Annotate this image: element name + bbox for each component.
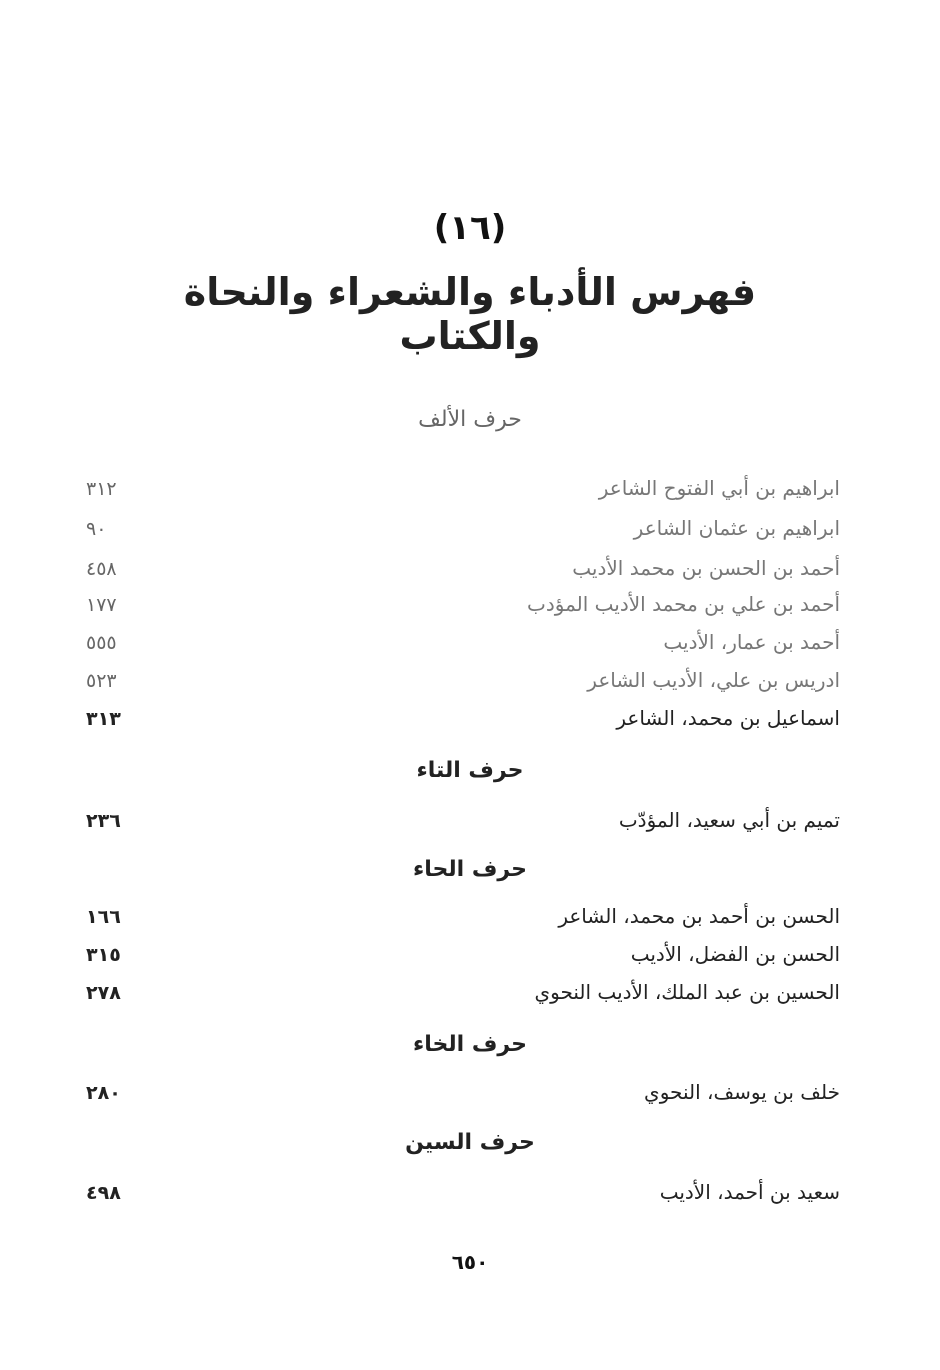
entry-name: ابراهيم بن أبي الفتوح الشاعر bbox=[598, 476, 840, 500]
index-entry bbox=[80, 668, 840, 702]
entry-page-number: ٥٢٣ bbox=[86, 670, 117, 692]
entry-name: الحسن بن الفضل، الأديب bbox=[630, 942, 840, 966]
page-number: ٦٥٠ bbox=[451, 1250, 489, 1274]
index-entry bbox=[80, 980, 840, 1014]
index-entry bbox=[80, 904, 840, 938]
section-header-ha: حرف الحاء bbox=[413, 857, 527, 882]
entry-page-number: ٣١٣ bbox=[86, 708, 121, 730]
entry-name: الحسين بن عبد الملك، الأديب النحوي bbox=[534, 980, 840, 1004]
index-entry bbox=[80, 630, 840, 664]
entry-name: تميم بن أبي سعيد، المؤدّب bbox=[618, 808, 840, 832]
entry-page-number: ٢٧٨ bbox=[86, 982, 121, 1004]
entry-name: أحمد بن عمار، الأديب bbox=[663, 630, 840, 654]
index-entry bbox=[80, 808, 840, 842]
entry-name: ادريس بن علي، الأديب الشاعر bbox=[587, 668, 840, 692]
index-entry bbox=[80, 706, 840, 740]
entry-page-number: ٩٠ bbox=[86, 518, 107, 540]
entry-page-number: ١٧٧ bbox=[86, 594, 117, 616]
entry-page-number: ٤٥٨ bbox=[86, 558, 117, 580]
page-heading: فهرس الأدباء والشعراء والنحاة والكتاب bbox=[183, 270, 757, 358]
entry-page-number: ٤٩٨ bbox=[86, 1182, 121, 1204]
entry-page-number: ١٦٦ bbox=[86, 906, 121, 928]
entry-name: سعيد بن أحمد، الأديب bbox=[659, 1180, 840, 1204]
entry-page-number: ٥٥٥ bbox=[86, 632, 117, 654]
entry-name: أحمد بن الحسن بن محمد الأديب bbox=[572, 556, 840, 580]
entry-name: خلف بن يوسف، النحوي bbox=[644, 1080, 840, 1104]
entry-page-number: ٣١٥ bbox=[86, 944, 121, 966]
entry-name: اسماعيل بن محمد، الشاعر bbox=[616, 706, 840, 730]
index-entry bbox=[80, 1180, 840, 1214]
index-entry bbox=[80, 556, 840, 590]
entry-page-number: ٢٨٠ bbox=[86, 1082, 121, 1104]
section-header-alif: حرف الألف bbox=[418, 407, 522, 432]
index-number: (١٦) bbox=[433, 208, 507, 248]
entry-name: الحسن بن أحمد بن محمد، الشاعر bbox=[558, 904, 840, 928]
section-header-sin: حرف السين bbox=[405, 1130, 535, 1155]
index-entry bbox=[80, 942, 840, 976]
index-entry bbox=[80, 516, 840, 550]
section-header-ta: حرف التاء bbox=[416, 758, 524, 783]
index-entry bbox=[80, 592, 840, 626]
section-header-kha: حرف الخاء bbox=[413, 1032, 527, 1057]
index-entry bbox=[80, 476, 840, 510]
entry-name: ابراهيم بن عثمان الشاعر bbox=[633, 516, 840, 540]
index-entry bbox=[80, 1080, 840, 1114]
entry-page-number: ٣١٢ bbox=[86, 478, 117, 500]
entry-page-number: ٢٣٦ bbox=[86, 810, 121, 832]
entry-name: أحمد بن علي بن محمد الأديب المؤدب bbox=[527, 592, 840, 616]
